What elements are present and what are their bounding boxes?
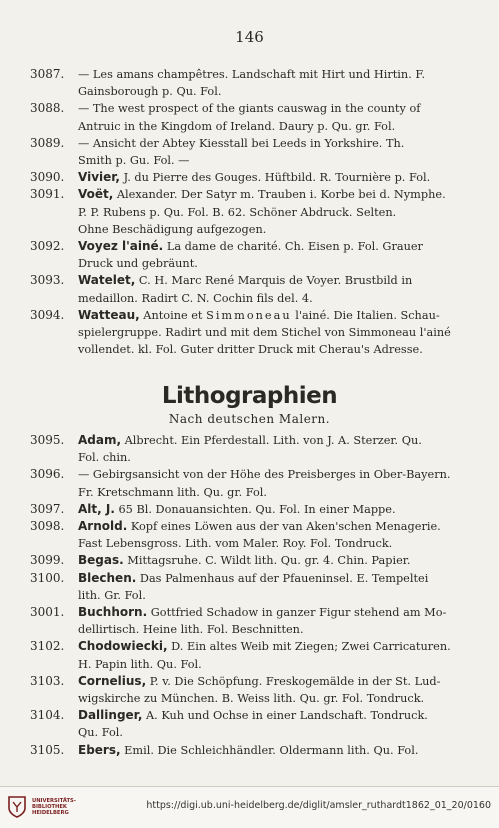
catalogue-entry — [30, 432, 485, 466]
entry-text: Qu. Fol. — [78, 726, 123, 740]
entry-text: Druck und gebräunt. — [78, 257, 198, 271]
entry-line — [78, 169, 485, 186]
entry-number: 3094. — [30, 307, 65, 322]
entry-line — [78, 535, 485, 552]
entry-line — [78, 118, 485, 135]
entry-text: J. du Pierre des Gouges. Hüftbild. R. Tournière p. Fol. — [119, 171, 431, 185]
entry-line — [78, 66, 485, 83]
entry-number: 3098. — [30, 519, 65, 534]
catalogue-entry — [30, 518, 485, 552]
entry-text: Gainsborough p. Qu. Fol. — [78, 85, 222, 99]
section-title: Lithographien — [161, 383, 338, 409]
artist-name: Ebers, — [78, 742, 121, 757]
entry-number: 3105. — [30, 742, 65, 757]
entry-text: Fast Lebensgross. Lith. vom Maler. Roy. Fol. Tondruck. — [78, 537, 393, 551]
entry-line — [78, 100, 485, 117]
entry-line — [78, 255, 485, 272]
entry-line — [78, 656, 485, 673]
entry-text: P. P. Rubens p. Qu. Fol. B. 62. Schöner Abdruck. Selten. — [78, 205, 397, 219]
entry-text: dellirtisch. Heine lith. Fol. Beschnitten. — [78, 623, 304, 637]
entry-line — [78, 707, 485, 724]
entry-text: D. Ein altes Weib mit Ziegen; Zwei Carricaturen. — [167, 640, 451, 654]
catalogue-entries-top — [30, 66, 485, 358]
entry-text: — Ansicht der Abtey Kiesstall bei Leeds in Yorkshire. Th. — [78, 136, 405, 150]
catalogue-entry — [30, 307, 485, 359]
entry-number: 3093. — [30, 273, 65, 288]
entry-text: Albrecht. Ein Pferdestall. Lith. von J. A. Sterzer. Qu. — [121, 434, 422, 447]
entry-text: Das Palmenhaus auf der Pfaueninsel. E. Tempeltei — [136, 571, 429, 585]
entry-line — [78, 152, 485, 169]
entry-text: — Gebirgsansicht von der Höhe des Preisberges in Ober-Bayern. — [78, 468, 451, 482]
entry-text: l'ainé. Die Italien. Schau- — [291, 308, 440, 322]
entry-line — [78, 673, 485, 690]
entry-number: 3096. — [30, 467, 65, 482]
artist-name: Adam, — [78, 433, 122, 447]
entry-line — [78, 518, 485, 535]
artist-name: Chodowiecki, — [78, 639, 168, 654]
entry-line — [78, 135, 485, 152]
artist-name: Watelet, — [78, 273, 136, 288]
catalogue-entry — [30, 466, 485, 500]
artist-name: Alt, J. — [78, 501, 115, 516]
artist-name: Watteau, — [78, 307, 140, 322]
catalogue-entry — [30, 707, 485, 741]
catalogue-entry — [30, 272, 485, 306]
entry-text: Antoine et — [139, 308, 207, 322]
entry-number: 3095. — [30, 433, 65, 447]
entry-line — [78, 742, 485, 759]
entry-line — [78, 690, 485, 707]
entry-line — [78, 324, 485, 341]
entry-line — [78, 621, 485, 638]
library-logo-text — [32, 798, 76, 816]
entry-text: Emil. Die Schleichhändler. Oldermann lith. Qu. Fol. — [120, 743, 419, 757]
entry-text: Simmoneau — [206, 308, 292, 322]
catalogue-entry — [30, 552, 485, 569]
entry-line — [78, 221, 485, 238]
catalogue-entry — [30, 66, 485, 100]
entry-line — [78, 724, 485, 741]
entry-line — [78, 466, 485, 483]
entry-number: 3092. — [30, 239, 65, 254]
entry-text: spielergruppe. Radirt und mit dem Stichel von Simmoneau l'ainé — [78, 326, 451, 340]
entry-text: C. H. Marc René Marquis de Voyer. Brustbild in — [135, 274, 413, 288]
catalogue-entry — [30, 100, 485, 134]
catalogue-entry — [30, 604, 485, 638]
entry-line — [78, 186, 485, 203]
entry-text: Gottfried Schadow in ganzer Figur stehend am Mo- — [147, 606, 447, 620]
entry-text: 65 Bl. Donauansichten. Qu. Fol. In einer Mappe. — [114, 502, 396, 516]
entry-line — [78, 432, 485, 449]
entry-line — [78, 238, 485, 255]
entry-number: 3001. — [30, 605, 65, 620]
entry-line — [78, 272, 485, 289]
entry-number: 3100. — [30, 570, 65, 585]
entry-text: La dame de charité. Ch. Eisen p. Fol. Grauer — [163, 240, 423, 254]
entry-text: Alexander. Der Satyr m. Trauben i. Korbe bei d. Nymphe. — [113, 188, 446, 202]
entry-line — [78, 604, 485, 621]
viewer-footer — [0, 786, 499, 828]
entry-line — [78, 552, 485, 569]
entry-text: Fr. Kretschmann lith. Qu. gr. Fol. — [78, 485, 267, 499]
artist-name: Voët, — [78, 187, 114, 202]
entry-line — [78, 290, 485, 307]
entry-number: 3099. — [30, 553, 65, 568]
entry-line — [78, 587, 485, 604]
page-number: 146 — [235, 28, 264, 46]
artist-name: Arnold. — [78, 519, 128, 534]
entry-text: vollendet. kl. Fol. Guter dritter Druck mit Cherau's Adresse. — [78, 343, 423, 357]
catalogue-entry — [30, 186, 485, 238]
permalink-url[interactable]: https://digi.ub.uni-heidelberg.de/diglit/amsler_ruthardt1862_01_20/0160 — [146, 800, 491, 811]
entry-number: 3103. — [30, 673, 65, 688]
entry-text: A. Kuh und Ochse in einer Landschaft. Tondruck. — [142, 709, 428, 723]
catalogue-entry — [30, 238, 485, 272]
university-seal-icon — [6, 795, 28, 819]
entry-text: lith. Gr. Fol. — [78, 588, 146, 602]
entry-line — [78, 83, 485, 100]
entry-number: 3090. — [30, 170, 65, 185]
entry-line — [78, 638, 485, 655]
entry-text: Ohne Beschädigung aufgezogen. — [78, 222, 267, 236]
entry-number: 3102. — [30, 639, 65, 654]
entry-text: Smith p. Gu. Fol. — — [78, 154, 190, 168]
entry-text: Fol. chin. — [78, 451, 131, 465]
entry-text: Mittagsruhe. C. Wildt lith. Qu. gr. 4. Chin. Papier. — [123, 554, 411, 568]
artist-name: Blechen. — [78, 570, 137, 585]
entry-line — [78, 449, 485, 466]
section-subtitle: Nach deutschen Malern. — [168, 412, 331, 426]
entry-text: Kopf eines Löwen aus der van Aken'schen Menagerie. — [127, 520, 441, 534]
logo-line: BIBLIOTHEK — [32, 804, 67, 810]
catalogue-entry — [30, 169, 485, 186]
entry-line — [78, 501, 485, 518]
logo-line: UNIVERSITÄTS- — [32, 798, 76, 804]
artist-name: Vivier, — [78, 170, 120, 185]
artist-name: Voyez l'ainé. — [78, 239, 164, 254]
entry-line — [78, 570, 485, 587]
catalogue-entry — [30, 638, 485, 672]
logo-line: HEIDELBERG — [32, 810, 69, 816]
entry-text: wigskirche zu München. B. Weiss lith. Qu. gr. Fol. Tondruck. — [78, 692, 425, 706]
entry-number: 3087. — [30, 67, 65, 81]
entry-text: medaillon. Radirt C. N. Cochin fils del. 4. — [78, 291, 313, 305]
entry-text: Antruic in the Kingdom of Ireland. Daury p. Qu. gr. Fol. — [78, 119, 396, 133]
entry-line — [78, 341, 485, 358]
entry-number: 3091. — [30, 187, 65, 202]
entry-number: 3088. — [30, 101, 65, 116]
artist-name: Buchhorn. — [78, 605, 148, 620]
catalogue-entry — [30, 673, 485, 707]
entry-text: P. v. Die Schöpfung. Freskogemälde in der St. Lud- — [146, 674, 441, 688]
catalogue-entries-bottom — [30, 432, 485, 759]
entry-text: H. Papin lith. Qu. Fol. — [78, 657, 202, 671]
entry-text: — Les amans champêtres. Landschaft mit Hirt und Hirtin. F. — [78, 68, 426, 81]
entry-number: 3104. — [30, 708, 65, 723]
entry-line — [78, 307, 485, 324]
entry-number: 3097. — [30, 501, 65, 516]
artist-name: Dallinger, — [78, 708, 143, 723]
catalogue-entry — [30, 135, 485, 169]
entry-line — [78, 204, 485, 221]
artist-name: Begas. — [78, 553, 124, 568]
artist-name: Cornelius, — [78, 673, 147, 688]
catalogue-entry — [30, 501, 485, 518]
catalogue-entry — [30, 570, 485, 604]
entry-line — [78, 484, 485, 501]
catalogue-entry — [30, 742, 485, 759]
entry-number: 3089. — [30, 135, 65, 150]
entry-text: — The west prospect of the giants causwag in the county of — [78, 102, 421, 116]
